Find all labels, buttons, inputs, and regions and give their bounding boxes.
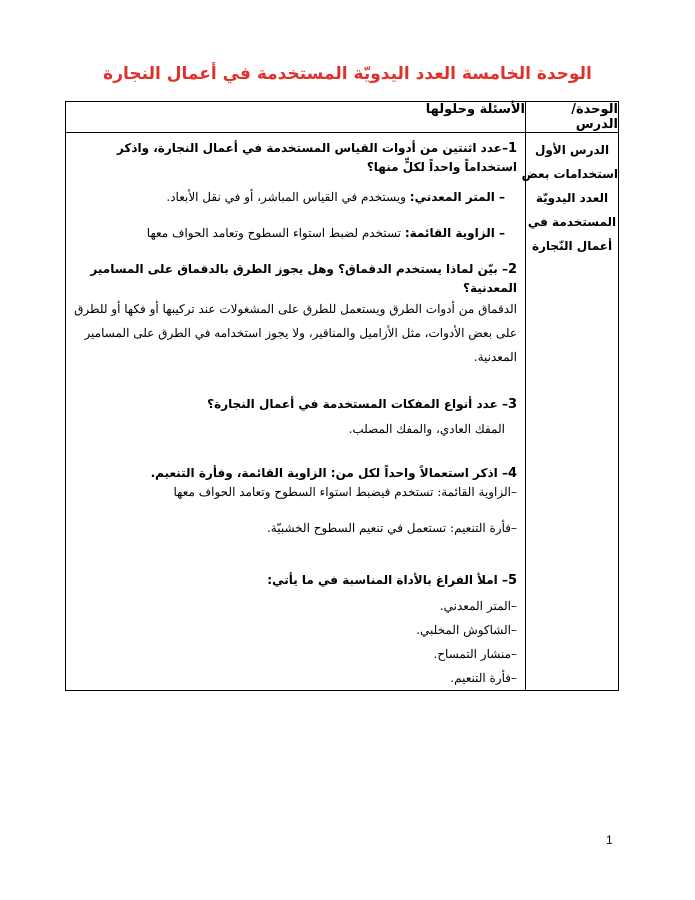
question-5: 5– املأ الفراغ بالأداة المناسبة في ما يأتي: <box>267 573 517 588</box>
answer-5d: –فأرة التنعيم. <box>450 671 517 685</box>
lesson-line: استخدامات بعض <box>521 167 618 181</box>
answer-5a: –المتر المعدني. <box>439 599 517 613</box>
page-number: 1 <box>606 833 613 847</box>
question-3: 3– عدد أنواع المفكات المستخدمة في أعمال النجارة؟ <box>207 397 517 412</box>
lesson-line: المستخدمة في <box>527 215 617 229</box>
answer-2: الدقماق من أدوات الطرق ويستعمل للطرق على المشغولات عند تركيبها أو فكها أو للطرق على بعض الأدوات، مثل الأزاميل والمناقير، ولا يجوز استخدامه في الطرق على المسامير المعدنية. <box>74 302 517 364</box>
answer-1a: – المتر المعدني: ويستخدم في القياس المباشر، أو في نقل الأبعاد. <box>166 190 505 204</box>
header-qa: الأسئلة وحلولها <box>66 102 526 133</box>
lesson-line: الدرس الأول <box>534 143 610 157</box>
header-unit: الوحدة/ الدرس <box>526 102 619 133</box>
table-header-row <box>66 102 619 133</box>
table-body-row <box>66 133 619 691</box>
lesson-line: العدد اليدويّة <box>535 191 609 205</box>
answer-5b: –الشاكوش المخلبي. <box>416 623 517 637</box>
lesson-cell <box>521 133 619 691</box>
answer-4a: –الزاوية القائمة: تستخدم فيضبط استواء السطوح وتعامد الحواف معها <box>173 485 517 499</box>
answer-1b: – الزاوية القائمة: تستخدم لضبط استواء السطوح وتعامد الحواف معها <box>146 226 505 240</box>
lesson-line: أعمال النّجارة <box>531 239 613 253</box>
question-2: 2– بيّن لماذا يستخدم الدقماق؟ وهل يجوز الطرق بالدقماق على المسامير المعدنية؟ <box>90 262 517 295</box>
question-1: 1–عدد اثنتين من أدوات القياس المستخدمة في أعمال النجارة، واذكر استخداماً واحداً لكلٍّ منها؟ <box>116 141 517 174</box>
qa-cell <box>66 133 526 691</box>
answer-3: المفك العادي، والمفك المصلب. <box>348 422 505 436</box>
qa-table <box>65 101 619 691</box>
answer-5c: –منشار التمساح. <box>433 647 517 661</box>
page-title: الوحدة الخامسة العدد اليدويّة المستخدمة في أعمال النجارة <box>103 64 592 84</box>
answer-4b: –فأرة التنعيم: تستعمل في تنعيم السطوح الخشبيّة. <box>266 521 517 535</box>
question-4: 4– اذكر استعمالاً واحداً لكل من: الزاوية القائمة، وفأرة التنعيم. <box>150 466 517 481</box>
